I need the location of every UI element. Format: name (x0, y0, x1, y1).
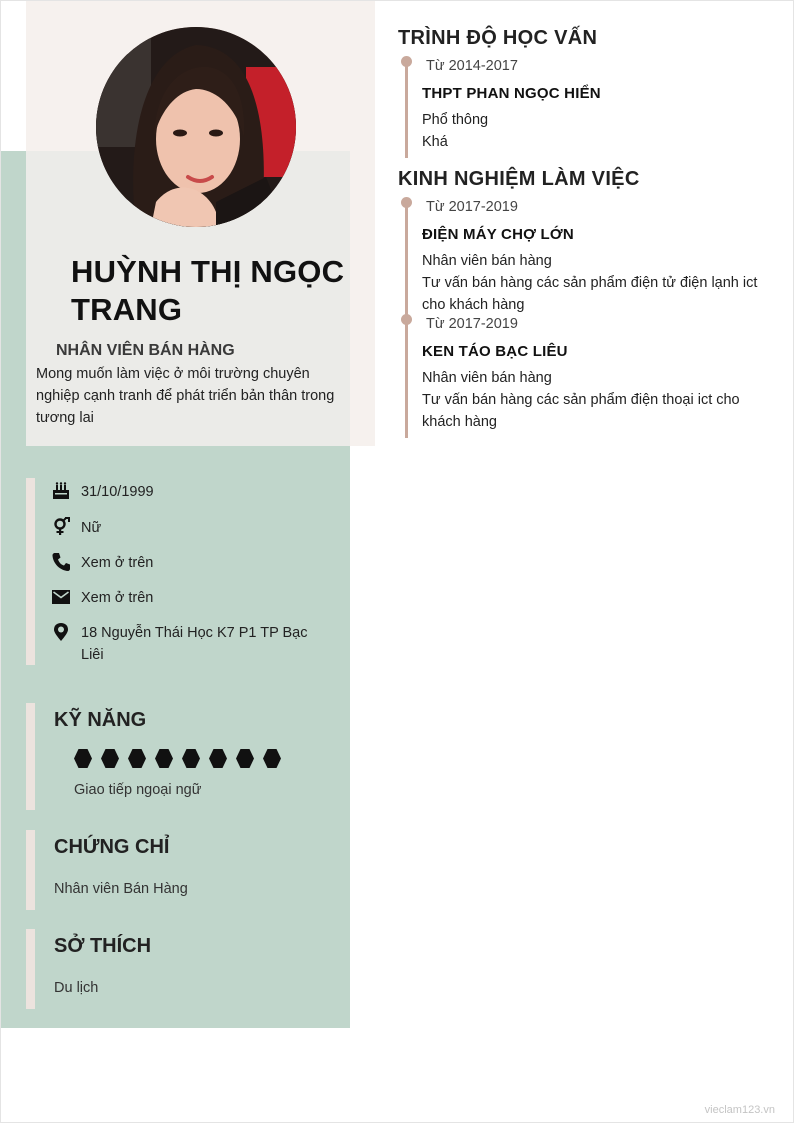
timeline-dot (401, 314, 412, 325)
certificate-item: Nhân viên Bán Hàng (54, 881, 188, 897)
skills-heading: KỸ NĂNG (54, 709, 147, 731)
portrait-image (96, 27, 296, 227)
rating-hexagon (263, 749, 281, 768)
birthday-value: 31/10/1999 (81, 484, 154, 500)
rating-hexagon (101, 749, 119, 768)
site-watermark: vieclam123.vn (704, 1104, 775, 1116)
education-period: Từ 2014-2017 (426, 58, 518, 74)
address-value: 18 Nguyễn Thái Học K7 P1 TP Bạc Liêi (81, 625, 308, 663)
hobbies-heading: SỞ THÍCH (54, 935, 152, 957)
location-pin-icon (51, 622, 71, 642)
experience-description: Tư vấn bán hàng các sản phẩm điện tử điện lạnh ict cho khách hàng (422, 275, 758, 313)
rating-hexagon (74, 749, 92, 768)
experience-period: Từ 2017-2019 (426, 199, 518, 215)
profile-photo (96, 27, 296, 227)
candidate-name: HUỲNH THỊ NGỌC TRANG (71, 254, 345, 327)
email-row (51, 587, 321, 609)
education-major: Phổ thông (422, 112, 489, 128)
rating-hexagon (155, 749, 173, 768)
job-title: NHÂN VIÊN BÁN HÀNG (56, 342, 235, 359)
rating-hexagon (182, 749, 200, 768)
gender-row (51, 517, 321, 539)
experience-position: Nhân viên bán hàng (422, 370, 552, 386)
hobbies-section-bar (26, 929, 35, 1009)
contact-section-bar (26, 478, 35, 665)
experience-position: Nhân viên bán hàng (422, 253, 552, 269)
gender-icon (51, 517, 71, 537)
education-timeline (405, 61, 408, 158)
school-name: THPT PHAN NGỌC HIỂN (422, 85, 601, 102)
rating-hexagon (209, 749, 227, 768)
hobby-item: Du lịch (54, 980, 99, 996)
phone-value: Xem ở trên (81, 555, 154, 571)
phone-icon (51, 552, 71, 572)
skill-name: Giao tiếp ngoại ngữ (74, 782, 202, 798)
birthday-row (51, 481, 321, 503)
timeline-dot (401, 56, 412, 67)
mail-icon (51, 587, 71, 607)
experience-heading: KINH NGHIỆM LÀM VIỆC (398, 168, 640, 190)
education-heading: TRÌNH ĐỘ HỌC VẤN (398, 27, 598, 49)
address-row (51, 622, 321, 666)
company-name: KEN TÁO BẠC LIÊU (422, 343, 568, 360)
gender-value: Nữ (81, 520, 102, 536)
skill-rating (74, 749, 281, 768)
skills-section-bar (26, 703, 35, 810)
timeline-dot (401, 197, 412, 208)
cake-icon (51, 481, 71, 501)
email-value: Xem ở trên (81, 590, 154, 606)
phone-row (51, 552, 321, 574)
rating-hexagon (236, 749, 254, 768)
career-objective: Mong muốn làm việc ở môi trường chuyên nghiệp cạnh tranh để phát triển bản thân trong tương lai (36, 366, 335, 426)
education-grade: Khá (422, 134, 448, 150)
experience-description: Tư vấn bán hàng các sản phẩm điện thoại ict cho khách hàng (422, 392, 740, 430)
rating-hexagon (128, 749, 146, 768)
certificates-heading: CHỨNG CHỈ (54, 836, 170, 858)
certificates-section-bar (26, 830, 35, 910)
company-name: ĐIỆN MÁY CHỢ LỚN (422, 226, 574, 243)
experience-period: Từ 2017-2019 (426, 316, 518, 332)
